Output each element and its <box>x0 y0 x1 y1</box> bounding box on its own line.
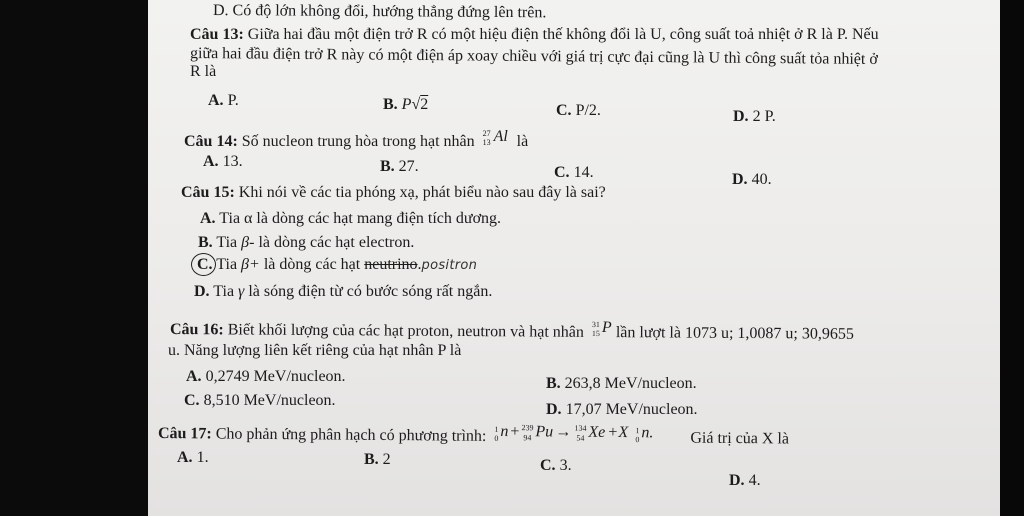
q16-text-pre: Biết khối lượng của các hạt proton, neutron và hạt nhân <box>227 321 584 341</box>
q13-option-a <box>208 92 239 110</box>
q17-x-symbol: X <box>618 424 629 442</box>
q13-option-c-text: P/2. <box>575 102 601 119</box>
document-page <box>148 0 1000 516</box>
q16-option-b-text: 263,8 MeV/nucleon. <box>564 375 697 392</box>
q16-option-a <box>186 368 346 386</box>
q14-option-c <box>554 164 594 182</box>
q15-option-a <box>200 210 501 228</box>
q17-tail: Giá trị của X là <box>690 429 790 448</box>
q16-option-c-text: 8,510 MeV/nucleon. <box>203 392 336 409</box>
q15-option-a-text: Tia α là dòng các hạt mang điện tích dương. <box>219 210 502 227</box>
q16-option-b-label: B. <box>546 375 561 392</box>
q17-stem <box>158 420 789 449</box>
q15-option-c-symbol: β+ <box>241 256 260 273</box>
q17-option-d <box>729 472 761 490</box>
q16-option-d-text: 17,07 MeV/nucleon. <box>565 401 698 418</box>
q17-equation <box>490 423 686 443</box>
q13-option-b-label: B. <box>383 96 398 113</box>
q16-text-post: lần lượt là 1073 u; 1,0087 u; 30,9655 <box>615 324 854 343</box>
q14-option-a-label: A. <box>203 153 219 170</box>
left-background-edge <box>0 0 150 516</box>
q13-option-d-label: D. <box>733 108 749 125</box>
q15-option-b-symbol: β- <box>241 234 255 251</box>
q13-option-c-label: C. <box>556 102 572 119</box>
q15-option-d-symbol: γ <box>238 283 245 300</box>
q15-option-c-pre: Tia <box>216 256 242 273</box>
q14-option-b-label: B. <box>380 158 395 175</box>
q14-text: Số nucleon trung hòa trong hạt nhân <box>241 133 475 150</box>
q17-option-a-label: A. <box>177 449 193 466</box>
q15-stem <box>181 184 606 202</box>
q13-line3: R là <box>190 63 217 80</box>
q14-option-a-text: 13. <box>222 153 243 170</box>
q14-atomic-number: 13 <box>482 138 491 147</box>
q15-option-b-label: B. <box>198 234 213 251</box>
q13-option-d <box>733 108 776 126</box>
q17-option-b-text: 2 <box>382 451 391 468</box>
q15-label: Câu 15: <box>181 184 235 201</box>
q15-option-b <box>198 234 414 252</box>
q17-label: Câu 17: <box>157 425 212 443</box>
q13-option-a-text: P. <box>227 92 239 109</box>
q14-option-d-text: 40. <box>751 171 772 188</box>
q17-n1-symbol: n <box>500 422 509 441</box>
q16-option-a-text: 0,2749 MeV/nucleon. <box>205 368 346 385</box>
q13-option-b-symbol: P <box>401 96 412 113</box>
q17-option-b <box>364 451 391 469</box>
q16-option-d-label: D. <box>546 401 562 418</box>
q16-option-b <box>546 375 697 393</box>
q14-option-d <box>732 171 772 189</box>
q17-n1-mass: 1 <box>494 424 499 434</box>
q17-option-d-text: 4. <box>748 472 761 489</box>
q15-option-c <box>197 256 477 275</box>
q14-mass-number: 27 <box>482 129 491 138</box>
q15-option-c-struck-word: neutrino <box>364 256 418 273</box>
q13-option-d-text: 2 P. <box>752 108 776 125</box>
q15-option-b-pre: Tia <box>216 234 242 251</box>
handwritten-correction: positron <box>421 258 478 273</box>
previous-option-tail: D. Có độ lớn không đổi, hướng thẳng đứng lên trên. <box>212 2 547 22</box>
q15-option-c-dot: . <box>417 256 422 273</box>
q13-option-c <box>556 102 601 120</box>
q17-n2-symbol: n. <box>641 424 654 442</box>
q14-option-c-text: 14. <box>573 164 594 181</box>
q14-stem <box>184 128 528 151</box>
q16-option-c-label: C. <box>184 392 200 409</box>
q15-option-c-mid: là dòng các hạt <box>259 256 365 273</box>
q17-xe-symbol: Xe <box>588 423 606 441</box>
q15-option-c-label: C. <box>197 256 213 273</box>
q16-option-a-label: A. <box>186 368 202 385</box>
q17-option-d-label: D. <box>729 472 745 489</box>
q14-option-b-text: 27. <box>398 158 419 175</box>
q14-option-b <box>380 158 419 176</box>
q16-nuclide <box>588 319 612 337</box>
q17-option-c-text: 3. <box>559 457 572 474</box>
q17-pu-symbol: Pu <box>535 423 554 441</box>
q16-symbol: P <box>601 319 612 337</box>
q17-option-c-label: C. <box>540 457 556 474</box>
q16-option-c <box>184 392 336 410</box>
q16-label: Câu 16: <box>169 321 224 339</box>
q15-option-b-post: là dòng các hạt electron. <box>254 234 415 251</box>
q15-option-a-label: A. <box>200 210 216 227</box>
q17-n2-mass: 1 <box>635 426 640 436</box>
q17-plus-1: + <box>510 423 520 441</box>
q15-option-d-pre: Tia <box>213 283 239 300</box>
q16-line1 <box>170 316 854 344</box>
q14-option-c-label: C. <box>554 164 570 181</box>
q17-n2-charge: 0 <box>635 435 640 445</box>
q17-pu-charge: 94 <box>523 433 532 443</box>
q13-option-a-label: A. <box>208 92 224 109</box>
q13-option-b <box>383 96 428 114</box>
q14-symbol: Al <box>493 128 508 145</box>
q13-option-b-sqrt: √ <box>411 96 421 113</box>
q13-text-line1: Giữa hai đầu một điện trở R có một hiệu điện thế không đổi là U, công suất toả nhiệt ở R là P. Nếu <box>247 26 879 43</box>
q17-text: Cho phản ứng phân hạch có phương trình: <box>215 425 487 445</box>
q15-option-d-post: là sóng điện từ có bước sóng rất ngắn. <box>244 283 493 300</box>
q14-option-d-label: D. <box>732 171 748 188</box>
q13-line1 <box>190 26 879 44</box>
q17-option-c <box>540 457 572 475</box>
q17-plus-2: + <box>608 423 618 442</box>
q17-option-a <box>177 449 209 467</box>
q15-option-d <box>194 283 492 301</box>
q17-option-b-label: B. <box>364 451 379 468</box>
q14-label: Câu 14: <box>184 133 238 150</box>
q13-label: Câu 13: <box>190 26 244 43</box>
q16-option-d <box>546 401 698 419</box>
q16-mass-number: 31 <box>591 319 600 330</box>
right-background-edge <box>1000 0 1024 516</box>
q16-line2: u. Năng lượng liên kết riêng của hạt nhân P là <box>168 342 462 359</box>
q17-n1-charge: 0 <box>494 433 499 443</box>
q17-xe-charge: 54 <box>576 433 585 443</box>
q16-atomic-number: 15 <box>591 328 600 339</box>
q13-line2: giữa hai đầu điện trở R này có một điện áp xoay chiều với giá trị cực đại cũng là U thì công suất tỏa nhiệt ở <box>189 45 878 69</box>
q15-option-d-label: D. <box>194 283 210 300</box>
q17-option-a-text: 1. <box>196 449 209 466</box>
q14-option-a <box>203 153 243 171</box>
q17-xe-mass: 134 <box>574 423 587 433</box>
q13-option-b-radicand: 2 <box>420 96 429 113</box>
q14-nuclide <box>479 128 513 146</box>
q17-pu-mass: 239 <box>521 423 534 433</box>
q17-arrow: → <box>555 423 572 441</box>
q14-tail: là <box>516 133 529 150</box>
q15-text: Khi nói về các tia phóng xạ, phát biểu nào sau đây là sai? <box>238 184 606 201</box>
